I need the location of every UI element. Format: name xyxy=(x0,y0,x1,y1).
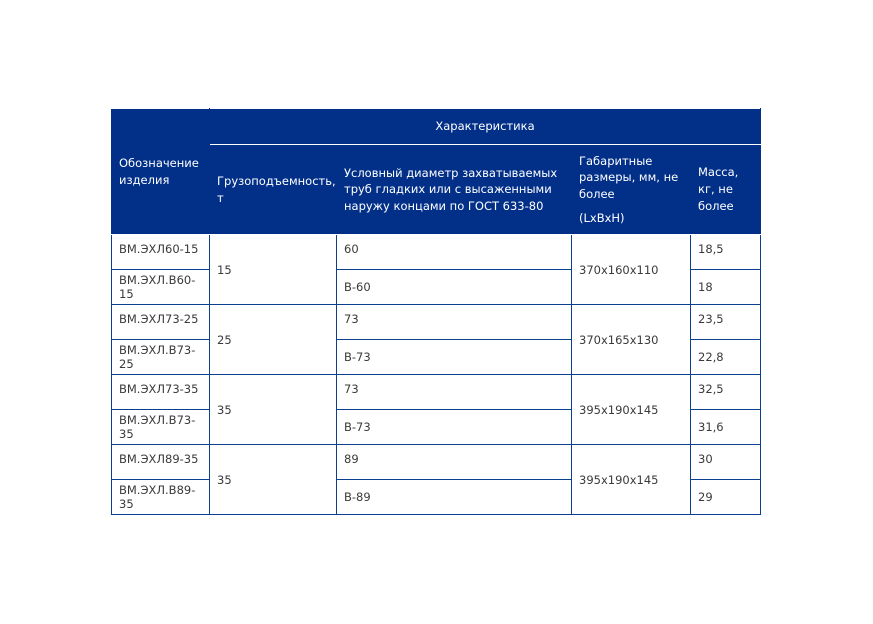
header-dimensions-label: Габаритные размеры, мм, не более xyxy=(579,154,679,201)
cell-mass: 23,5 xyxy=(691,305,761,340)
cell-dimensions: 395x190x145 xyxy=(572,375,691,445)
table-row xyxy=(112,235,761,270)
cell-diameter: В-89 xyxy=(337,480,572,515)
cell-capacity: 35 xyxy=(210,375,337,445)
cell-mass: 32,5 xyxy=(691,375,761,410)
cell-designation: ВМ.ЭХЛ73-35 xyxy=(112,375,210,410)
specification-table xyxy=(111,108,761,515)
cell-designation: ВМ.ЭХЛ73-25 xyxy=(112,305,210,340)
cell-capacity: 15 xyxy=(210,235,337,305)
cell-mass: 29 xyxy=(691,480,761,515)
header-characteristic: Характеристика xyxy=(210,109,761,145)
cell-dimensions: 370x165x130 xyxy=(572,305,691,375)
header-diameter: Условный диаметр захватываемых труб гладких или с высаженными наружу концами по ГОСТ 633-80 xyxy=(337,145,572,235)
cell-diameter: 73 xyxy=(337,375,572,410)
cell-mass: 31,6 xyxy=(691,410,761,445)
table-row xyxy=(112,305,761,340)
cell-mass: 22,8 xyxy=(691,340,761,375)
cell-designation: ВМ.ЭХЛ.В73-25 xyxy=(112,340,210,375)
cell-diameter: 60 xyxy=(337,235,572,270)
cell-diameter: В-73 xyxy=(337,340,572,375)
header-mass: Масса, кг, не более xyxy=(691,145,761,235)
cell-designation: ВМ.ЭХЛ.В73-35 xyxy=(112,410,210,445)
cell-designation: ВМ.ЭХЛ.В89-35 xyxy=(112,480,210,515)
cell-capacity: 35 xyxy=(210,445,337,515)
cell-mass: 30 xyxy=(691,445,761,480)
header-dimensions xyxy=(572,145,691,235)
cell-designation: ВМ.ЭХЛ.В60-15 xyxy=(112,270,210,305)
header-dimensions-note: (LxBxH) xyxy=(579,210,625,225)
header-capacity: Грузоподъемность, т xyxy=(210,145,337,235)
table-row xyxy=(112,445,761,480)
cell-diameter: В-73 xyxy=(337,410,572,445)
cell-dimensions: 395x190x145 xyxy=(572,445,691,515)
cell-diameter: 73 xyxy=(337,305,572,340)
header-designation: Обозначение изделия xyxy=(112,109,210,235)
cell-mass: 18,5 xyxy=(691,235,761,270)
cell-diameter: В-60 xyxy=(337,270,572,305)
table-row xyxy=(112,375,761,410)
cell-mass: 18 xyxy=(691,270,761,305)
cell-designation: ВМ.ЭХЛ89-35 xyxy=(112,445,210,480)
cell-designation: ВМ.ЭХЛ60-15 xyxy=(112,235,210,270)
cell-capacity: 25 xyxy=(210,305,337,375)
cell-dimensions: 370x160x110 xyxy=(572,235,691,305)
cell-diameter: 89 xyxy=(337,445,572,480)
